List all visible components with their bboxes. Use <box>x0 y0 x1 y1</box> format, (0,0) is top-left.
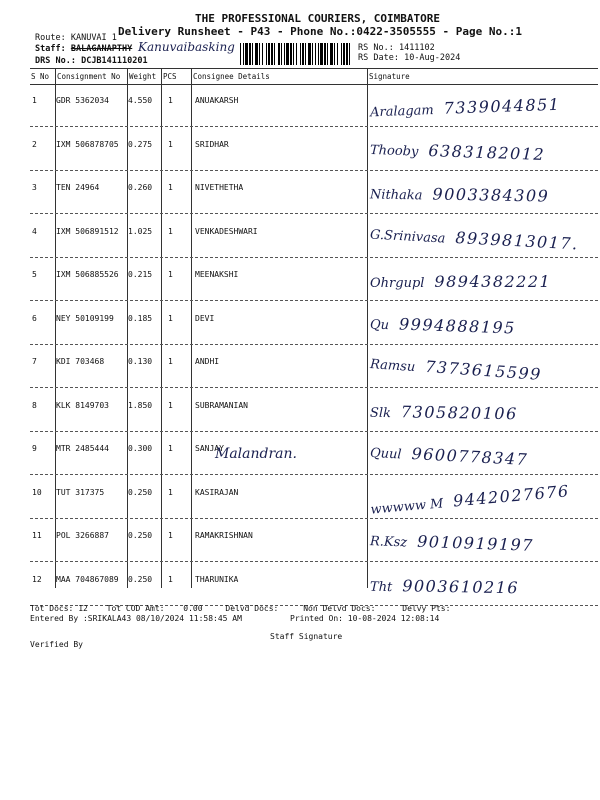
signature-phone: 9003610216 <box>402 575 520 597</box>
row-pcs: 1 <box>168 531 173 540</box>
row-signature <box>370 481 571 517</box>
table-row <box>30 476 598 519</box>
row-pcs: 1 <box>168 574 173 584</box>
printed-on: Printed On: 10-08-2024 12:08:14 <box>290 614 440 623</box>
row-pcs: 1 <box>168 400 173 410</box>
drs-line <box>35 56 148 66</box>
table-row <box>30 345 598 388</box>
row-consignment-no: TEN 24964 <box>56 183 100 192</box>
row-consignment-no: TUT 317375 <box>56 487 105 497</box>
delvd-docs-label: Delvd Docs: <box>225 604 279 613</box>
tot-docs-value: 12 <box>78 604 88 613</box>
company-name: THE PROFESSIONAL COURIERS, COIMBATORE <box>195 12 441 25</box>
drs-label: DRS No.: <box>35 56 76 66</box>
signature-phone: 9894382221 <box>434 272 552 291</box>
row-consignee-handwritten: Malandran. <box>215 446 297 462</box>
table-row <box>30 128 598 171</box>
rs-no-line <box>358 43 435 53</box>
verified-by-label: Verified By <box>30 640 83 649</box>
signature-scribble: Quul <box>369 445 402 463</box>
row-pcs: 1 <box>168 270 173 279</box>
row-weight: 0.300 <box>128 444 153 453</box>
row-sno: 6 <box>32 313 37 323</box>
row-consignee: NIVETHETHA <box>195 183 244 192</box>
signature-phone: 7305820106 <box>400 401 518 423</box>
row-weight: 0.130 <box>128 357 153 366</box>
table-row <box>30 432 598 475</box>
row-consignment-no: KDI 703468 <box>56 357 105 366</box>
signature-phone: 7339044851 <box>443 94 561 118</box>
table-row <box>30 302 598 345</box>
staff-label: Staff: <box>35 44 66 54</box>
row-weight: 4.550 <box>128 96 153 105</box>
rs-date-value: 10-Aug-2024 <box>404 53 461 63</box>
staff-signature-label: Staff Signature <box>270 632 343 641</box>
row-consignee: ANUAKARSH <box>195 96 239 105</box>
row-consignee: SUBRAMANIAN <box>195 400 248 410</box>
row-consignment-no: IXM 506878705 <box>56 139 119 149</box>
row-consignment-no: IXM 506885526 <box>56 270 119 279</box>
row-consignment-no: GDR 5362034 <box>56 96 109 105</box>
row-pcs: 1 <box>168 444 173 453</box>
row-signature <box>370 353 543 384</box>
rs-date-label: RS Date: <box>358 53 399 63</box>
tot-docs-label: Tot Docs: <box>30 604 74 613</box>
signature-scribble: wwwww M <box>369 495 445 518</box>
row-weight: 0.185 <box>128 313 153 323</box>
row-consignment-no: KLK 8149703 <box>56 400 109 410</box>
totals-line <box>30 604 450 613</box>
runsheet-title: Delivery Runsheet - P43 - Phone No.:0422-3505555 - Page No.:1 <box>118 25 522 38</box>
signature-scribble: G.Srinivasa <box>369 227 446 246</box>
signature-scribble: Slk <box>369 405 392 421</box>
row-sno: 10 <box>32 487 42 497</box>
row-consignment-no: NEY 50109199 <box>56 313 114 323</box>
table-row <box>30 84 598 127</box>
row-signature <box>370 575 519 597</box>
signature-phone: 9600778347 <box>411 444 529 470</box>
col-header-signature: Signature <box>369 72 410 81</box>
rs-date-line <box>358 53 460 63</box>
row-weight: 0.250 <box>128 487 153 497</box>
signature-scribble: Tht <box>369 579 393 595</box>
row-sno: 1 <box>32 96 37 105</box>
route-value: KANUVAI 1 <box>70 33 117 43</box>
row-sno: 7 <box>32 357 37 366</box>
drs-value: DCJB141110201 <box>81 56 148 66</box>
row-weight: 0.215 <box>128 270 153 279</box>
row-consignee: KASIRAJAN <box>195 487 239 497</box>
table-row <box>30 519 598 562</box>
row-sno: 11 <box>32 531 42 540</box>
col-header-consignee: Consignee Details <box>193 72 270 81</box>
barcode-graphic <box>240 43 350 65</box>
row-consignment-no: MAA 704867089 <box>56 574 119 584</box>
row-pcs: 1 <box>168 487 173 497</box>
delvy-pts-label: Delvy Pts: <box>402 604 451 613</box>
row-consignee: SRIDHAR <box>195 139 229 149</box>
signature-scribble: Nithaka <box>369 187 423 204</box>
route-label: Route: <box>35 33 66 43</box>
signature-phone: 9010919197 <box>416 531 535 555</box>
row-weight: 0.250 <box>128 531 153 540</box>
signature-scribble: Thooby <box>369 142 419 160</box>
row-weight: 0.260 <box>128 183 153 192</box>
row-sno: 4 <box>32 226 37 236</box>
row-sno: 2 <box>32 139 37 149</box>
row-signature <box>370 401 518 423</box>
col-header-sno: S No <box>31 72 50 81</box>
row-signature <box>370 183 550 205</box>
signature-phone: 9994888195 <box>398 313 517 338</box>
row-pcs: 1 <box>168 357 173 366</box>
table-top-line <box>30 68 598 69</box>
non-delvd-docs-label: Non Delvd Docs: <box>303 604 376 613</box>
signature-phone: 6383182012 <box>428 140 546 164</box>
row-consignment-no: MTR 2485444 <box>56 444 109 453</box>
table-row <box>30 258 598 301</box>
entered-by: Entered By :SRIKALA43 08/10/2024 11:58:45 AM <box>30 614 242 623</box>
tot-cod-label: Tot COD Amt: <box>106 604 165 613</box>
row-pcs: 1 <box>168 183 173 192</box>
rs-no-label: RS No.: <box>358 43 394 53</box>
row-consignee: VENKADESHWARI <box>195 226 258 236</box>
row-pcs: 1 <box>168 96 173 105</box>
row-pcs: 1 <box>168 226 173 236</box>
table-row <box>30 171 598 214</box>
row-sno: 5 <box>32 270 37 279</box>
signature-scribble: Ramsu <box>369 357 416 376</box>
row-signature <box>370 313 516 337</box>
table-row <box>30 563 598 606</box>
row-weight: 0.275 <box>128 139 153 149</box>
staff-line <box>35 44 132 54</box>
staff-value: BALAGANAPTHY <box>70 44 133 54</box>
col-header-consignment: Consignment No <box>57 72 121 81</box>
row-signature <box>370 223 579 253</box>
row-pcs: 1 <box>168 313 173 323</box>
row-consignee: THARUNIKA <box>195 574 239 584</box>
row-signature <box>370 272 551 291</box>
row-consignment-no: POL 3266887 <box>56 531 109 540</box>
table-row <box>30 215 598 258</box>
rs-no-value: 1411102 <box>398 43 435 53</box>
row-weight: 1.850 <box>128 400 153 410</box>
row-sno: 8 <box>32 400 37 410</box>
row-weight: 1.025 <box>128 226 153 236</box>
col-header-weight: Weight <box>129 72 157 81</box>
row-signature <box>370 95 561 121</box>
row-sno: 3 <box>32 183 37 192</box>
row-signature <box>370 138 546 163</box>
row-consignee: MEENAKSHI <box>195 270 239 279</box>
row-sno: 9 <box>32 444 37 453</box>
signature-phone: 9003384309 <box>432 184 550 206</box>
row-weight: 0.250 <box>128 574 153 584</box>
col-header-pcs: PCS <box>163 72 177 81</box>
row-pcs: 1 <box>168 139 173 149</box>
staff-handwritten-note: Kanuvaibasking <box>138 40 235 54</box>
row-signature <box>370 442 529 469</box>
row-consignee: DEVI <box>195 313 215 323</box>
tot-cod-value: 0.00 <box>183 604 203 613</box>
signature-phone: 8939813017. <box>454 227 580 253</box>
signature-phone: 9442027676 <box>452 480 571 510</box>
signature-phone: 7373615599 <box>424 356 543 384</box>
signature-scribble: R.Ksz <box>369 534 408 551</box>
row-consignee: SANJAY <box>195 444 224 453</box>
row-consignment-no: IXM 506891512 <box>56 226 119 236</box>
signature-scribble: Ohrgupl <box>370 276 425 291</box>
row-sno: 12 <box>32 574 42 584</box>
signature-scribble: Aralagam <box>369 103 435 121</box>
table-row <box>30 389 598 432</box>
row-consignee: ANDHI <box>195 357 220 366</box>
route-line <box>35 33 117 43</box>
signature-scribble: Qu <box>369 316 390 333</box>
row-consignee: RAMAKRISHNAN <box>195 531 253 540</box>
row-signature <box>370 530 535 555</box>
